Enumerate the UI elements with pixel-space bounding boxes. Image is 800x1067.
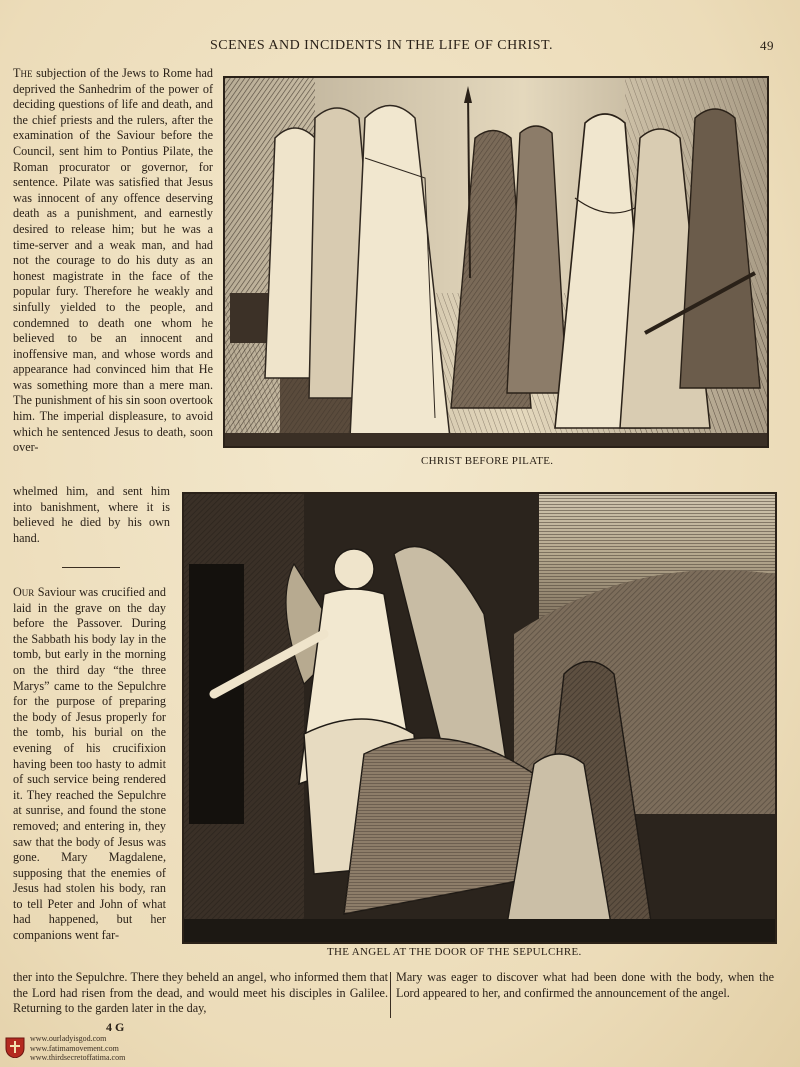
fatima-seal-icon xyxy=(4,1036,26,1058)
section-divider xyxy=(62,567,120,568)
caption-christ-before-pilate: CHRIST BEFORE PILATE. xyxy=(421,455,554,467)
engraving-angel xyxy=(184,494,775,942)
column-divider xyxy=(390,972,391,1018)
paragraph-bottom-left: ther into the Sepulchre. There they beheld an angel, who informed them that the Lord had risen from the dead, and would meet his disciples in Galilee. Returning to the garden later in the day, xyxy=(13,970,388,1016)
illustration-angel-at-sepulchre xyxy=(182,492,777,944)
engraving-pilate xyxy=(225,78,767,446)
running-header xyxy=(0,38,800,58)
page-number: 49 xyxy=(760,38,774,53)
illustration-christ-before-pilate xyxy=(223,76,769,448)
paragraph-lead: Our xyxy=(13,585,35,599)
paragraph-bottom-right: Mary was eager to discover what had been done with the body, when the Lord appeared to her, and confirmed the announcement of the angel. xyxy=(396,970,774,1000)
footer-links xyxy=(30,1034,125,1063)
paragraph-sepulchre xyxy=(13,585,166,944)
signature-mark: 4 G xyxy=(106,1020,125,1034)
footer-link[interactable]: www.thirdsecretoffatima.com xyxy=(30,1053,126,1062)
footer-link[interactable]: www.ourladyisgod.com xyxy=(30,1034,107,1043)
paragraph-lead: The xyxy=(13,66,33,80)
paragraph-body: subjection of the Jews to Rome had deprived the Sanhedrim of the power of deciding questions of life and death, and the chief priests and the rulers, after the examination of the Saviour before the Council, sent him to Pontius Pilate, the Roman procurator or governor, for sentence. Pilate was satisfied that Jesus was innocent of any offence deserving death as a punishment, and earnestly desired to release him; but he was a time-server and a weak man, and had not the courage to do his duty as an honest magistrate in the face of the popular fury. Therefore he weakly and sinfully yielded to the people, and condemned to death one whom he believed to be an innocent and inoffensive man, and whose words and appearance had convinced him that He was something more than a mere man. The punishment of his sin soon overtook him. The imperial displeasure, to avoid which he sentenced Jesus to death, soon over- xyxy=(13,66,213,455)
paragraph-pilate xyxy=(13,66,213,456)
footer-link[interactable]: www.fatimamovement.com xyxy=(30,1043,119,1053)
header-title: SCENES AND INCIDENTS IN THE LIFE OF CHRIST. xyxy=(210,38,553,53)
caption-angel-at-sepulchre: THE ANGEL AT THE DOOR OF THE SEPULCHRE. xyxy=(327,946,582,958)
paragraph-body: Saviour was crucified and laid in the grave on the day before the Passover. During the Sabbath his body lay in the tomb, but early in the morning on the third day “the three Marys” came to the Sepulchre for the purpose of preparing the body of Jesus properly for the tomb, his burial on the evening of his crucifixion having been too hasty to admit of such service being rendered it. They reached the Sepulchre at sunrise, and found the stone removed; and entering in, they saw that the body of Jesus was gone. Mary Magdalene, supposing that the enemies of Jesus had stolen his body, ran to tell Peter and John of what had happened, but her companions went far- xyxy=(13,585,166,943)
paragraph-pilate-continued: whelmed him, and sent him into banishment, where it is believed he died by his own hand. xyxy=(13,484,170,545)
